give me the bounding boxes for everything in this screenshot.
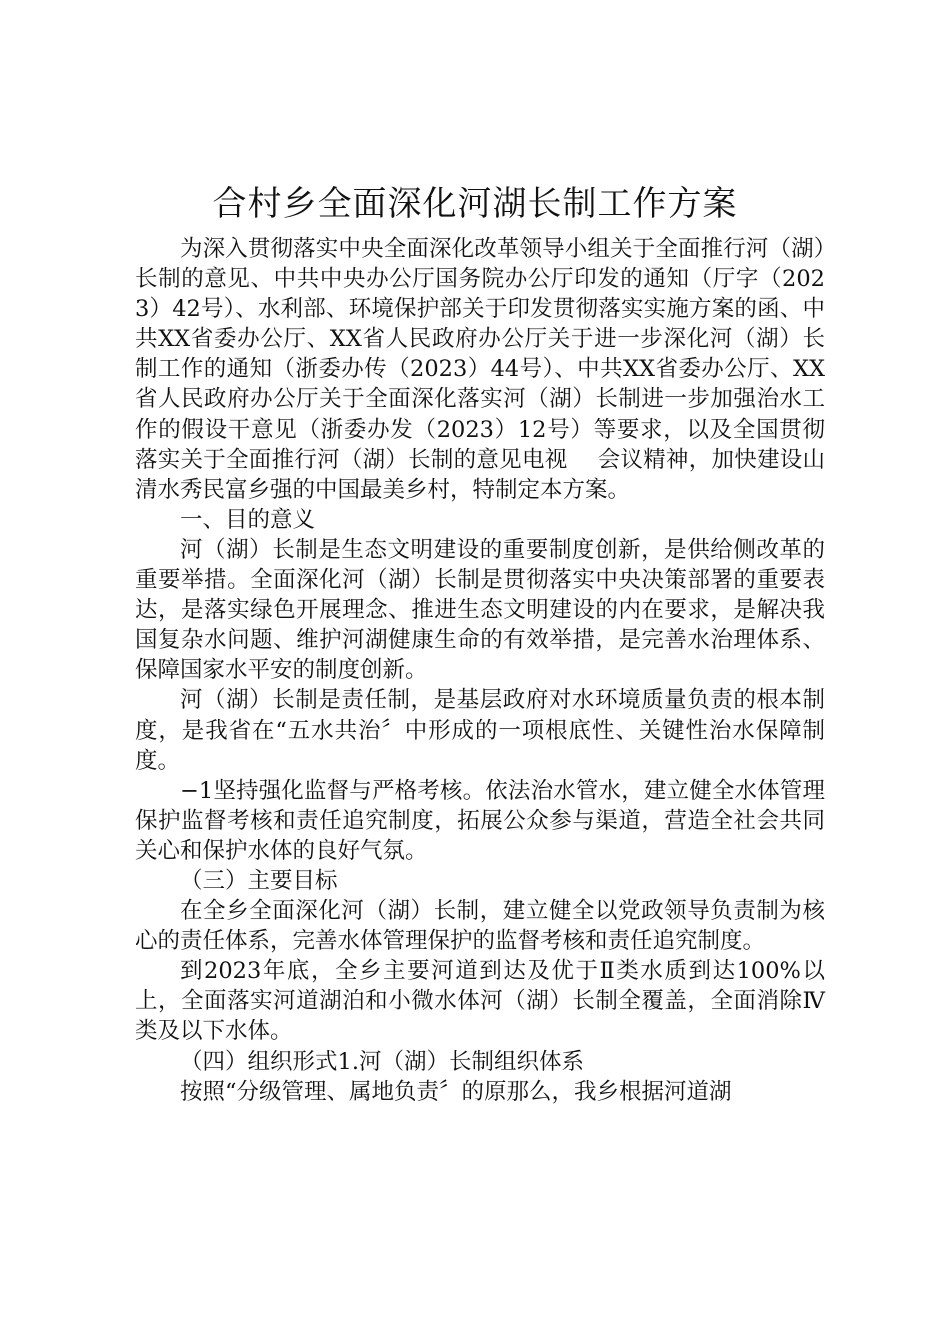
- paragraph-intro: 为深入贯彻落实中央全面深化改革领导小组关于全面推行河（湖）长制的意见、中共中央办公厅国务院办公厅印发的通知（厅字（2023）42号）、水利部、环境保护部关于印发贯彻落实实施方案的函、中共XX省委办公厅、XX省人民政府办公厅关于进一步深化河（湖）长制工作的通知（浙委办传（2023）44号）、中共XX省委办公厅、XX省人民政府办公厅关于全面深化落实河（湖）长制进一步加强治水工作的假设干意见（浙委办发（2023）12号）等要求，以及全国贯彻落实关于全面推行河（湖）长制的意见电视 会议精神，加快建设山清水秀民富乡强的中国最美乡村，特制定本方案。: [135, 236, 825, 503]
- paragraph-targets: 到2023年底，全乡主要河道到达及优于Ⅱ类水质到达100%以上，全面落实河道湖泊和小微水体河（湖）长制全覆盖，全面消除Ⅳ类及以下水体。: [135, 958, 825, 1045]
- section-heading-organization: （四）组织形式1.河（湖）长制组织体系: [180, 1048, 584, 1075]
- paragraph-purpose: 河（湖）长制是生态文明建设的重要制度创新，是供给侧改革的重要举措。全面深化河（湖）长制是贯彻落实中央决策部署的重要表达，是落实绿色开展理念、推进生态文明建设的内在要求，是解决我国复杂水问题、维护河湖健康生命的有效举措，是完善水治理体系、保障国家水平安的制度创新。: [135, 536, 825, 684]
- paragraph-responsibility: 河（湖）长制是责任制，是基层政府对水环境质量负责的根本制度，是我省在“五水共治〞中形成的一项根底性、关键性治水保障制度。: [135, 687, 825, 774]
- paragraph-organization: 按照“分级管理、属地负责〞的原那么，我乡根据河道湖: [180, 1078, 732, 1105]
- paragraph-supervision: −1坚持强化监督与严格考核。依法治水管水，建立健全水体管理保护监督考核和责任追究制度，拓展公众参与渠道，营造全社会共同关心和保护水体的良好气氛。: [135, 777, 825, 864]
- paragraph-goals: 在全乡全面深化河（湖）长制，建立健全以党政领导负责制为核心的责任体系，完善水体管理保护的监督考核和责任追究制度。: [135, 898, 825, 955]
- document-body: [135, 234, 825, 1107]
- section-heading-goals: （三）主要目标: [180, 867, 338, 894]
- section-heading-purpose: 一、目的意义: [180, 506, 316, 533]
- document-title: 合村乡全面深化河湖长制工作方案: [212, 184, 738, 224]
